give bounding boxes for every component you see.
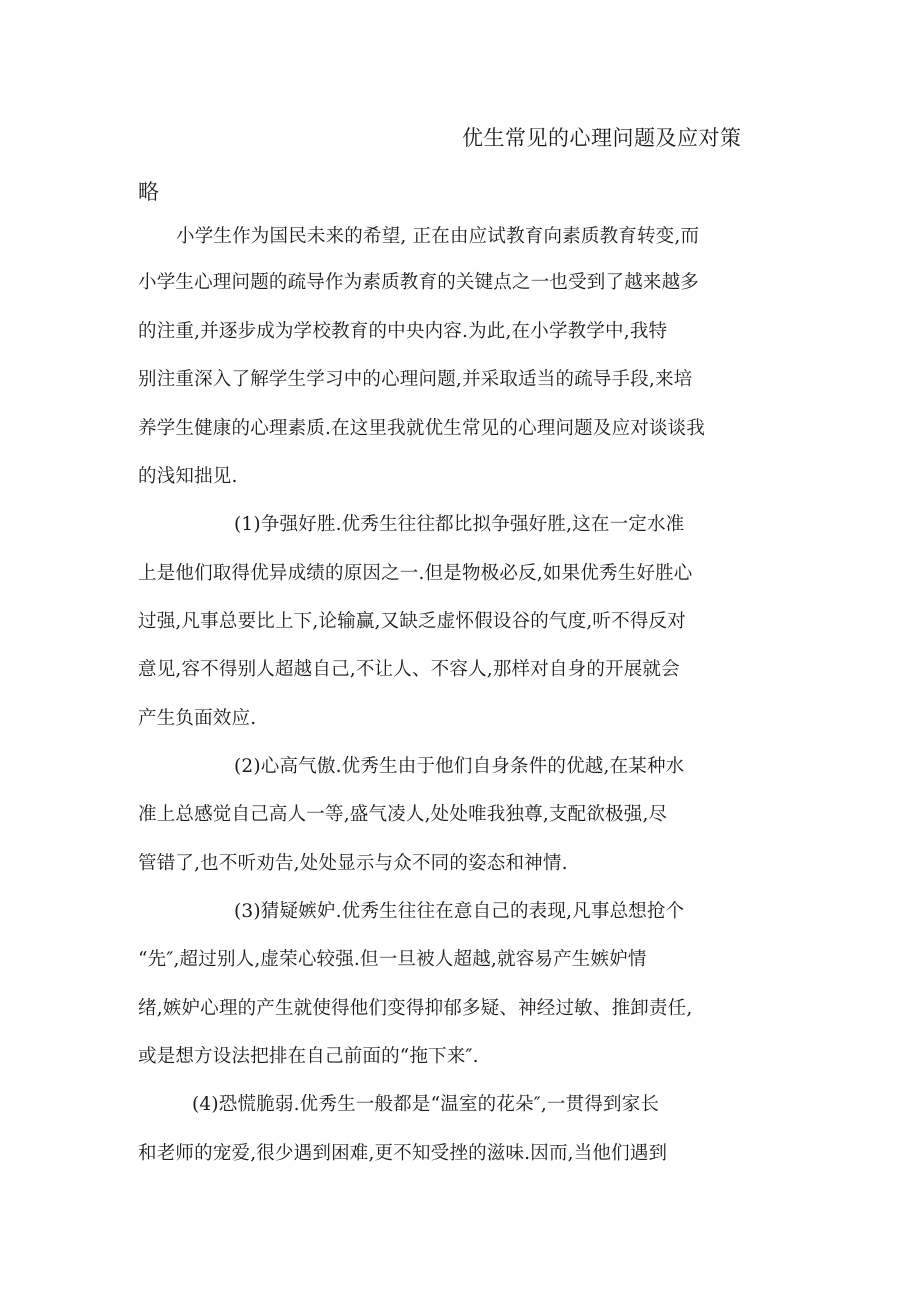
title-line-1: 优生常见的心理问题及应对策: [462, 126, 742, 150]
section-1-line: 产生负面效应.: [138, 708, 257, 729]
title-line-2: 略: [138, 180, 159, 204]
intro-line: 的注重,并逐步成为学校教育的中央内容.为此,在小学教学中,我特: [138, 321, 668, 342]
section-4-line: (4)恐慌脆弱.优秀生一般都是“温室的花朵″,一贯得到家长: [192, 1094, 660, 1115]
section-3-line: (3)猜疑嫉妒.优秀生往往在意自己的表现,凡事总想抢个: [234, 901, 685, 922]
section-2-line: 管错了,也不听劝告,处处显示与众不同的姿态和神情.: [138, 853, 568, 874]
intro-line: 小学生心理问题的疏导作为素质教育的关键点之一也受到了越来越多: [138, 272, 700, 293]
section-1-line: 过强,凡事总要比上下,论输赢,又缺乏虚怀假设谷的气度,听不得反对: [138, 611, 686, 632]
section-1-line: (1)争强好胜.优秀生往往都比拟争强好胜,这在一定水准: [234, 514, 685, 535]
intro-line: 小学生作为国民未来的希望, 正在由应试教育向素质教育转变,而: [176, 226, 700, 247]
section-1-line: 上是他们取得优异成绩的原因之一.但是物极必反,如果优秀生好胜心: [138, 563, 693, 584]
section-2-line: (2)心高气傲.优秀生由于他们自身条件的优越,在某种水: [234, 756, 685, 777]
section-3-line: 绪,嫉妒心理的产生就使得他们变得抑郁多疑、神经过敏、推卸责任,: [138, 998, 693, 1019]
section-3-line: “先″,超过别人,虚荣心较强.但一旦被人超越,就容易产生嫉妒情: [138, 949, 647, 970]
section-3-line: 或是想方设法把排在自己前面的“拖下来″.: [138, 1046, 479, 1067]
section-1-line: 意见,容不得别人超越自己,不让人、不容人,那样对自身的开展就会: [138, 659, 680, 680]
section-2-line: 准上总感觉自己高人一等,盛气凌人,处处唯我独尊,支配欲极强,尽: [138, 804, 668, 825]
intro-line: 养学生健康的心理素质.在这里我就优生常见的心理问题及应对谈谈我: [138, 418, 706, 439]
intro-line: 别注重深入了解学生学习中的心理问题,并采取适当的疏导手段,来培: [138, 369, 693, 390]
section-4-line: 和老师的宠爱,很少遇到困难,更不知受挫的滋味.因而,当他们遇到: [138, 1143, 668, 1164]
intro-line: 的浅知拙见.: [138, 466, 238, 487]
